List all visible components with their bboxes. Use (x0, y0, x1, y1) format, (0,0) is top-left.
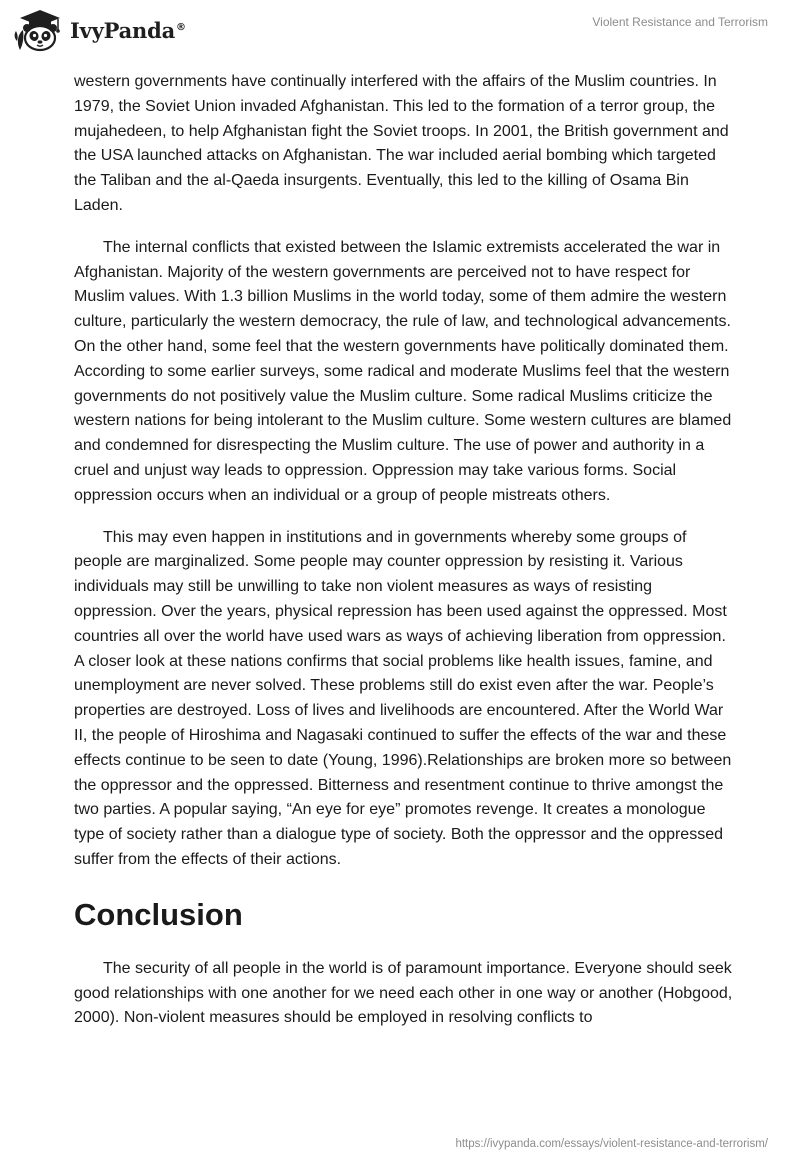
registered-mark: ® (176, 21, 186, 33)
essay-content (74, 70, 734, 1048)
brand-logo[interactable] (14, 8, 186, 52)
document-title: Violent Resistance and Terrorism (592, 15, 768, 29)
brand-name: IvyPanda® (70, 17, 186, 43)
conclusion-paragraph: The security of all people in the world is of paramount importance. Everyone should seek good relationships with one another for we need each other in one way or another (Hobgood, 2000). Non-violent measures should be employed in resolving conflicts to (74, 959, 733, 1027)
source-url[interactable]: https://ivypanda.com/essays/violent-resistance-and-terrorism/ (455, 1138, 768, 1150)
conclusion-heading: Conclusion (74, 896, 243, 932)
body-paragraph: This may even happen in institutions and in governments whereby some groups of people are marginalized. Some people may counter oppression by resisting it. Various individuals may still be unwilling to take non violent measures as ways of resisting oppression. Over the years, physical repression has been used against the oppressed. Most countries all over the world have used wars as ways of achieving liberation from oppression. A closer look at these nations confirms that social problems like health issues, famine, and unemployment are never solved. These problems still do exist even after the war. People’s properties are destroyed. Loss of lives and livelihoods are encountered. After the World War II, the people of Hiroshima and Nagasaki continued to suffer the effects of the war and these effects continue to be seen to date (Young, 1996).Relationships are broken more so between the oppressor and the oppressed. Bitterness and resentment continue to thrive amongst the two parties. A popular saying, “An eye for eye” promotes revenge. It creates a monologue type of society rather than a dialogue type of society. Both the oppressor and the oppressed suffer from the effects of their actions. (74, 528, 732, 868)
page-header (0, 0, 800, 60)
body-paragraph: The internal conflicts that existed between the Islamic extremists accelerated the war in Afghanistan. Majority of the western governments are perceived not to have respect for Muslim values. With 1.3 billion Muslims in the world today, some of them admire the western culture, particularly the western democracy, the rule of law, and technological advancements. On the other hand, some feel that the western governments have politically dominated them. According to some earlier surveys, some radical and moderate Muslims feel that the western governments do not positively value the Muslim culture. Some radical Muslims criticize the western nations for being intolerant to the Muslim culture. Some western cultures are blamed and condemned for disrespecting the Muslim culture. The use of power and authority in a cruel and unjust way leads to oppression. Oppression may take various forms. Social oppression occurs when an individual or a group of people mistreats others. (74, 238, 732, 504)
body-paragraph: western governments have continually interfered with the affairs of the Muslim countries. In 1979, the Soviet Union invaded Afghanistan. This led to the formation of a terror group, the mujahedeen, to help Afghanistan fight the Soviet troops. In 2001, the British government and the USA launched attacks on Afghanistan. The war included aerial bombing which targeted the Taliban and the al-Qaeda insurgents. Eventually, this led to the killing of Osama Bin Laden. (74, 73, 729, 214)
panda-graduate-icon (14, 8, 66, 52)
